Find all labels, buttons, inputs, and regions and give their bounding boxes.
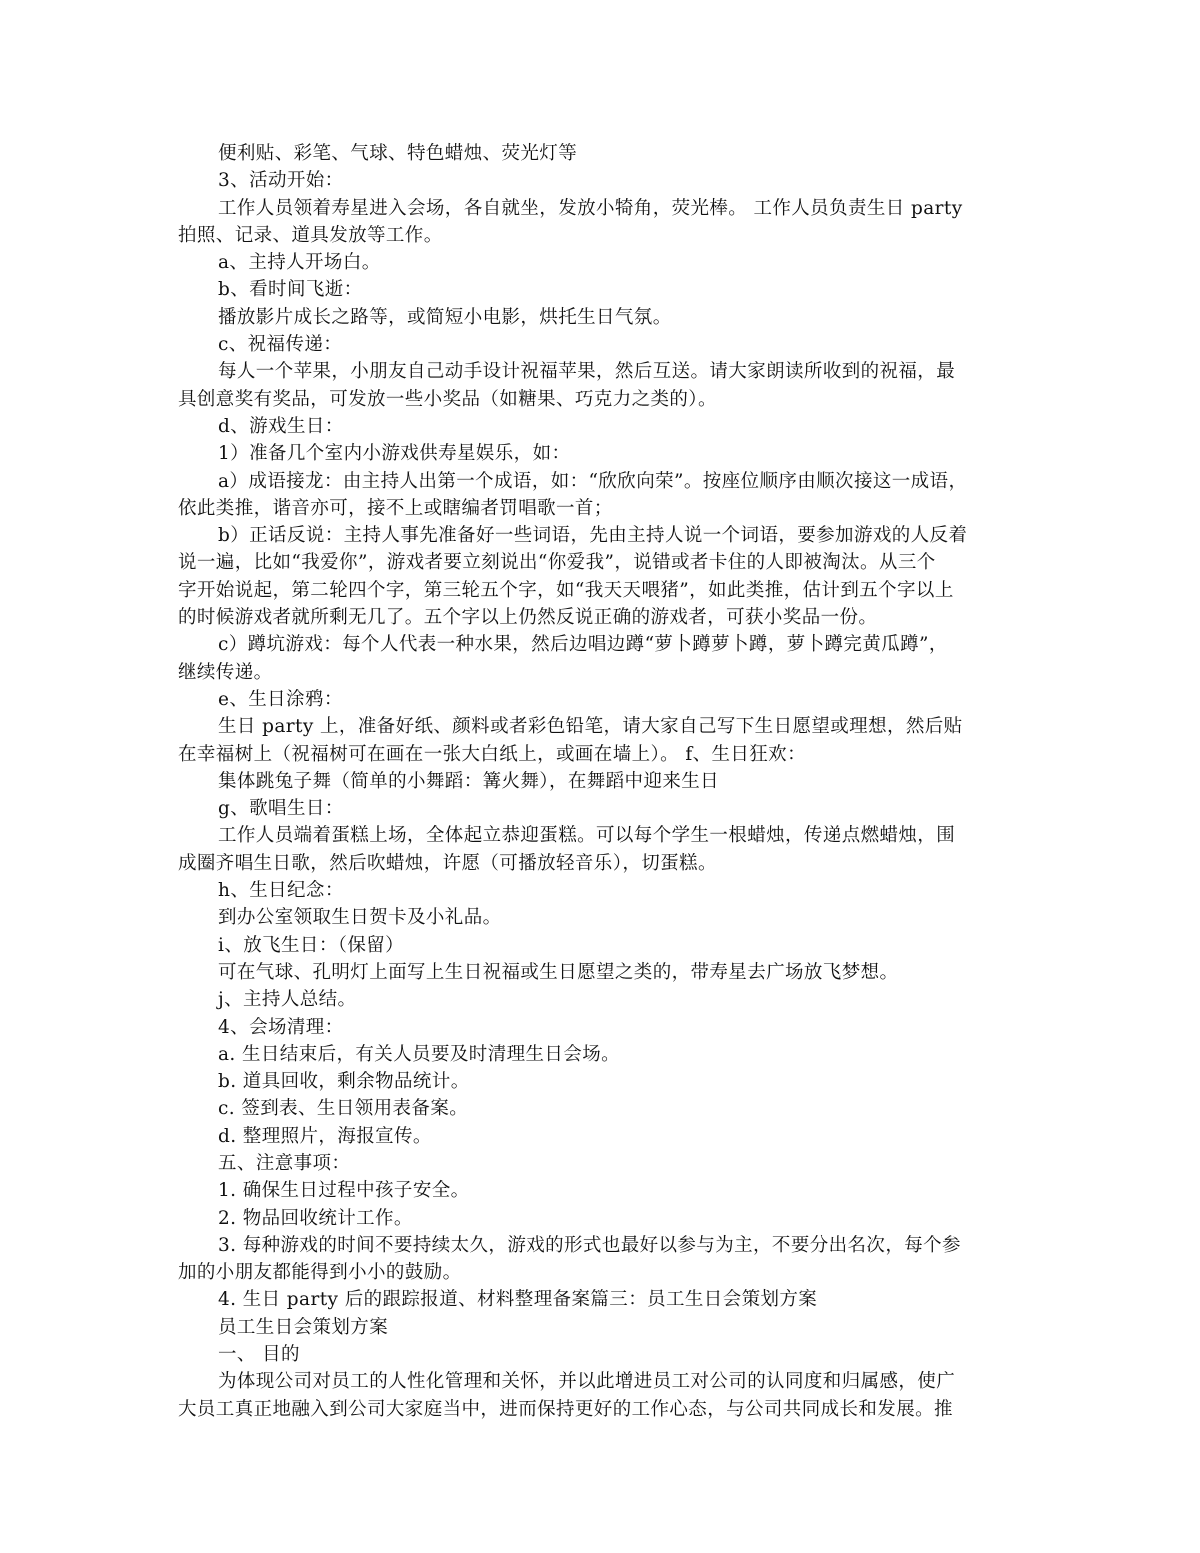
text-line: 成圈齐唱生日歌，然后吹蜡烛，许愿（可播放轻音乐），切蛋糕。 — [178, 852, 717, 874]
text-line: b. 道具回收，剩余物品统计。 — [218, 1071, 470, 1093]
text-line: a、主持人开场白。 — [218, 252, 381, 274]
text-line: 加的小朋友都能得到小小的鼓励。 — [178, 1262, 462, 1284]
text-line: d、游戏生日： — [218, 415, 344, 437]
text-line: 为体现公司对员工的人性化管理和关怀，并以此增进员工对公司的认同度和归属感，使广 — [218, 1371, 956, 1393]
text-line: h、生日纪念： — [218, 880, 344, 902]
text-line: 2. 物品回收统计工作。 — [218, 1207, 413, 1229]
text-line: 到办公室领取生日贺卡及小礼品。 — [218, 907, 502, 929]
text-line: 1）准备几个室内小游戏供寿星娱乐，如： — [218, 443, 571, 465]
text-line: 3、活动开始： — [218, 170, 344, 192]
text-line: 可在气球、孔明灯上面写上生日祝福或生日愿望之类的，带寿星去广场放飞梦想。 — [218, 961, 899, 983]
text-line: 集体跳兔子舞（简单的小舞蹈：篝火舞），在舞蹈中迎来生日 — [218, 770, 720, 792]
text-line: 说一遍，比如“我爱你”，游戏者要立刻说出“你爱我”，说错或者卡住的人即被淘汰。从三个 — [178, 552, 936, 574]
text-line: e、生日涂鸦： — [218, 688, 343, 710]
text-line: 4. 生日 party 后的跟踪报道、材料整理备案篇三：员工生日会策划方案 — [218, 1289, 818, 1311]
text-line: 大员工真正地融入到公司大家庭当中，进而保持更好的工作心态，与公司共同成长和发展。推 — [178, 1398, 953, 1420]
text-line: a）成语接龙：由主持人出第一个成语，如：“欣欣向荣”。按座位顺序由顺次接这一成语， — [218, 470, 968, 492]
text-line: 工作人员领着寿星进入会场，各自就坐，发放小犄角，荧光棒。 工作人员负责生日 party — [218, 197, 963, 219]
text-line: 一、 目的 — [218, 1344, 300, 1366]
text-line: 3. 每种游戏的时间不要持续太久，游戏的形式也最好以参与为主，不要分出名次，每个参 — [218, 1234, 961, 1256]
text-line: c）蹲坑游戏：每个人代表一种水果，然后边唱边蹲“萝卜蹲萝卜蹲，萝卜蹲完黄瓜蹲”， — [218, 634, 948, 656]
text-line: 的时候游戏者就所剩无几了。五个字以上仍然反说正确的游戏者，可获小奖品一份。 — [178, 607, 878, 629]
text-line: 具创意奖有奖品，可发放一些小奖品（如糖果、巧克力之类的）。 — [178, 388, 717, 410]
text-line: 生日 party 上，准备好纸、颜料或者彩色铅笔，请大家自己写下生日愿望或理想，然后贴 — [218, 716, 963, 738]
text-line: b）正话反说：主持人事先准备好一些词语，先由主持人说一个词语，要参加游戏的人反着 — [218, 525, 968, 547]
text-line: 播放影片成长之路等，或简短小电影，烘托生日气氛。 — [218, 306, 672, 328]
text-line: c. 签到表、生日领用表备案。 — [218, 1098, 469, 1120]
text-line: 1. 确保生日过程中孩子安全。 — [218, 1180, 470, 1202]
text-line: 字开始说起，第二轮四个字，第三轮五个字，如“我天天喂猪”，如此类推，估计到五个字以上 — [178, 579, 954, 601]
text-line: 每人一个苹果，小朋友自己动手设计祝福苹果，然后互送。请大家朗读所收到的祝福，最 — [218, 361, 956, 383]
text-line: b、看时间飞逝： — [218, 279, 363, 301]
text-line: g、歌唱生日： — [218, 798, 344, 820]
text-line: 拍照、记录、道具发放等工作。 — [178, 224, 443, 246]
text-line: a. 生日结束后，有关人员要及时清理生日会场。 — [218, 1043, 620, 1065]
text-line: j、主持人总结。 — [218, 989, 357, 1011]
text-line: 继续传递。 — [178, 661, 273, 683]
text-line: i、放飞生日：（保留） — [218, 934, 405, 956]
text-line: d. 整理照片，海报宣传。 — [218, 1125, 432, 1147]
text-line: 便利贴、彩笔、气球、特色蜡烛、荧光灯等 — [218, 143, 578, 164]
text-line: 工作人员端着蛋糕上场，全体起立恭迎蛋糕。可以每个学生一根蜡烛，传递点燃蜡烛，围 — [218, 825, 956, 847]
text-line: 员工生日会策划方案 — [218, 1316, 389, 1338]
text-line: 4、会场清理： — [218, 1016, 344, 1038]
text-line: 五、注意事项： — [218, 1152, 351, 1174]
text-line: c、祝福传递： — [218, 334, 343, 356]
text-line: 在幸福树上（祝福树可在画在一张大白纸上，或画在墙上）。 f、生日狂欢： — [178, 743, 806, 765]
document-page — [178, 140, 1024, 1423]
text-line: 依此类推，谐音亦可，接不上或瞎编者罚唱歌一首； — [178, 497, 613, 519]
